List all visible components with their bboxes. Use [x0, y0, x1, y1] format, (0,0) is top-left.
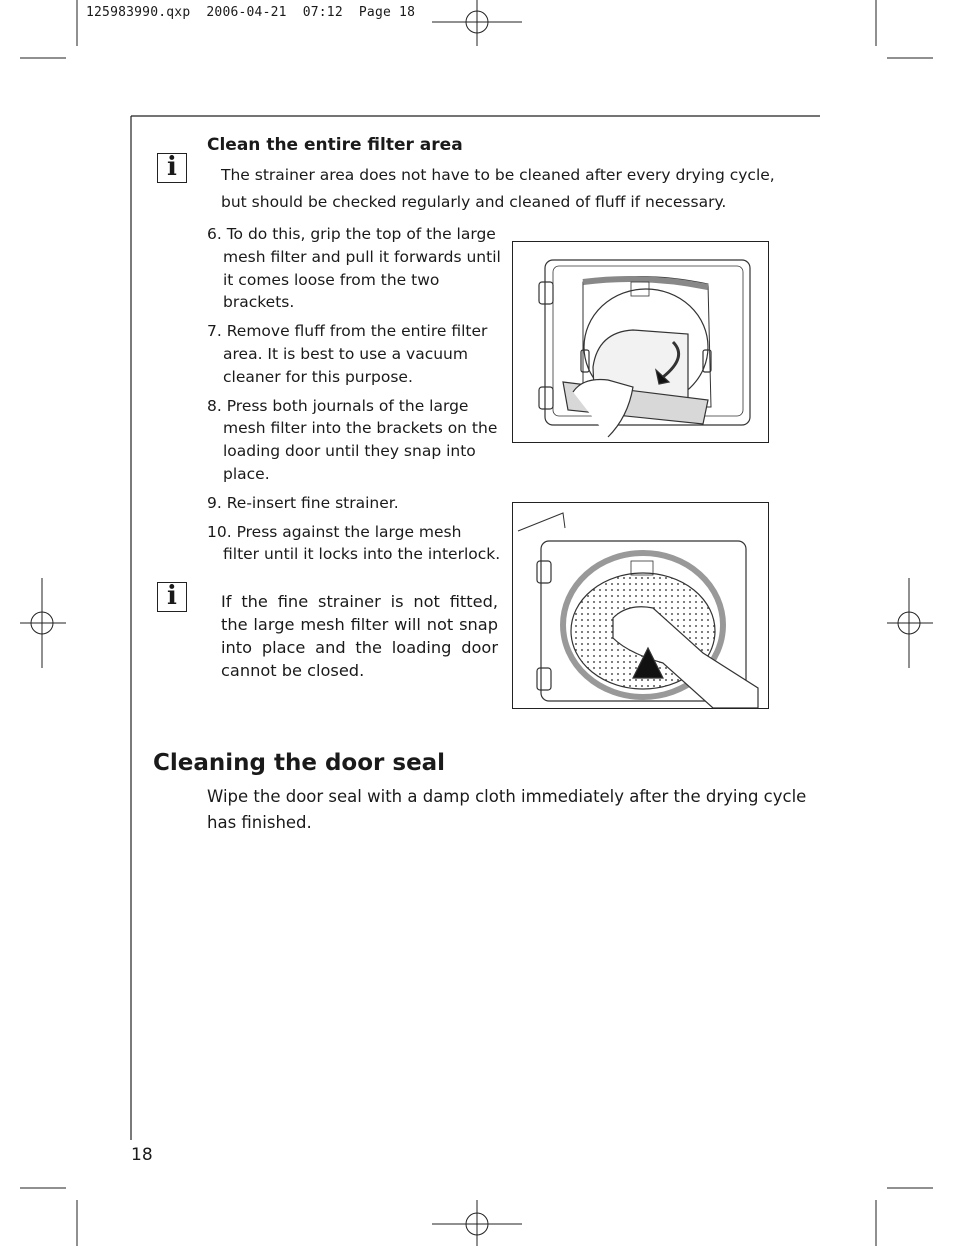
dryer-door-drawing: [513, 242, 768, 442]
section-heading: Cleaning the door seal: [153, 750, 446, 776]
info-icon: i: [157, 153, 187, 183]
filter-note-heading: Clean the entire filter area: [207, 135, 463, 155]
strainer-note: If the fine strainer is not fitted, the large mesh filter will not snap into place and the loading door cannot be closed.: [221, 592, 498, 680]
page-number: 18: [131, 1145, 153, 1165]
step-list: [207, 223, 502, 572]
dryer-door-drawing: [513, 503, 768, 708]
list-item: 6. To do this, grip the top of the large mesh filter and pull it forwards until it comes loose from the two brackets.: [207, 225, 501, 312]
list-item: 10. Press against the large mesh filter until it locks into the interlock.: [207, 522, 501, 564]
file-slug: 125983990.qxp 2006-04-21 07:12 Page 18: [86, 5, 416, 20]
list-item: 8. Press both journals of the large mesh filter into the brackets on the loading door until they snap into place.: [207, 396, 498, 483]
filter-insertion-illustration: [512, 502, 769, 709]
filter-removal-illustration: [512, 241, 769, 443]
list-item: 9. Re-insert fine strainer.: [207, 493, 399, 512]
info-icon: i: [157, 582, 187, 612]
list-item: 7. Remove fluff from the entire filter area. It is best to use a vacuum cleaner for this purpose.: [207, 322, 488, 386]
filter-note-body: The strainer area does not have to be cleaned after every drying cycle, but should be checked regularly and cleaned of fluff if necessary.: [221, 166, 775, 211]
door-seal-text: Wipe the door seal with a damp cloth immediately after the drying cycle has finished.: [207, 787, 807, 832]
